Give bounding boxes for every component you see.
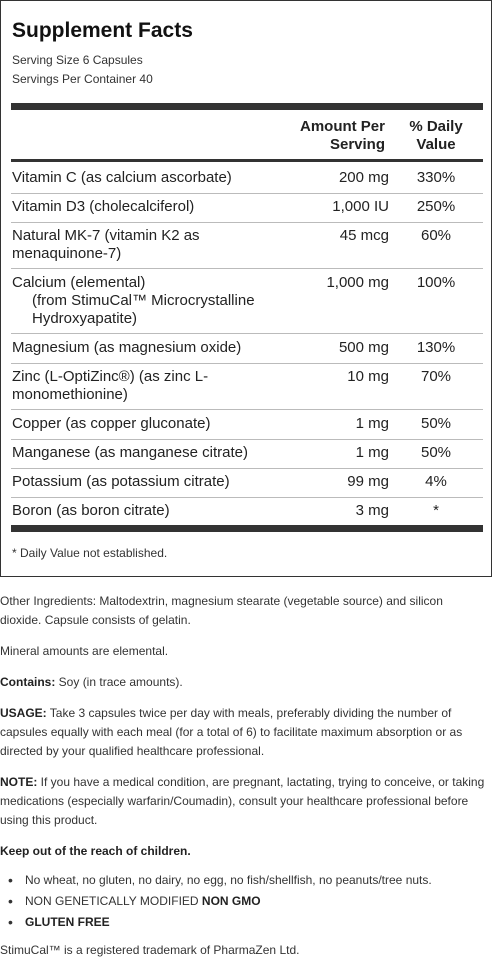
- allergen-list: [0, 870, 432, 933]
- row-divider: [11, 333, 483, 334]
- nutrient-name: Vitamin C (as calcium ascorbate): [12, 169, 232, 186]
- other-ingredients: [0, 592, 490, 630]
- nutrient-dv: 50%: [420, 415, 452, 432]
- nutrient-name-line2: menaquinone-7): [12, 245, 122, 262]
- nutrient-name: [12, 368, 297, 404]
- column-header-dv-line1: % Daily: [409, 118, 463, 135]
- facts-title: Supplement Facts: [12, 19, 193, 42]
- mineral-note: Mineral amounts are elemental.: [0, 644, 169, 658]
- nutrient-amount: 1,000 IU: [332, 198, 389, 215]
- nutrient-dv: 60%: [420, 227, 452, 244]
- nutrient-amount: 1 mg: [355, 444, 389, 461]
- row-divider: [11, 468, 483, 469]
- row-divider: [11, 497, 483, 498]
- servings-per-container: Servings Per Container 40: [12, 72, 153, 86]
- column-header-amount: [300, 118, 385, 154]
- row-divider: [11, 409, 483, 410]
- keep-out-text: Keep out of the reach of children.: [0, 844, 191, 858]
- nutrient-amount: 1,000 mg: [326, 274, 389, 291]
- nutrient-amount: 3 mg: [355, 502, 389, 519]
- nutrient-name: [12, 274, 297, 328]
- contains-text: Soy (in trace amounts).: [55, 675, 183, 689]
- nutrient-dv: 4%: [425, 473, 447, 490]
- usage-instructions: [0, 704, 490, 761]
- nutrient-amount: 200 mg: [338, 169, 389, 186]
- nutrient-name: Manganese (as manganese citrate): [12, 444, 248, 461]
- nutrient-name: [12, 227, 297, 263]
- nutrient-name-line2: monomethionine): [12, 386, 128, 403]
- nutrient-name: Copper (as copper gluconate): [12, 415, 211, 432]
- column-header-amount-line1: Amount Per: [299, 118, 385, 135]
- row-divider: [11, 193, 483, 194]
- row-divider: [11, 222, 483, 223]
- usage-line3: directed by your qualified healthcare professional.: [0, 744, 265, 758]
- keep-out-warning: [0, 842, 490, 861]
- column-header-dv-line2: Value: [416, 136, 456, 153]
- note-line1: If you have a medical condition, are pregnant, lactating, trying to conceive, or taking: [37, 775, 485, 789]
- list-item: [0, 891, 432, 912]
- nutrient-name: Boron (as boron citrate): [12, 502, 170, 519]
- nutrient-name-line1: Natural MK-7 (vitamin K2 as: [12, 227, 200, 244]
- other-ingredients-line1: Other Ingredients: Maltodextrin, magnesium stearate (vegetable source) and silicon: [0, 594, 443, 608]
- trademark-notice: StimuCal™ is a registered trademark of PharmaZen Ltd.: [0, 943, 300, 957]
- nutrient-dv: 70%: [420, 368, 452, 385]
- non-gmo-bold: NON GMO: [201, 894, 261, 908]
- nutrient-dv: *: [433, 502, 439, 519]
- note-line2: medications (especially warfarin/Coumadin), consult your healthcare professional before: [0, 794, 469, 808]
- serving-size: Serving Size 6 Capsules: [12, 53, 143, 67]
- nutrient-dv: 100%: [416, 274, 456, 291]
- nutrient-name: Magnesium (as magnesium oxide): [12, 339, 242, 356]
- note-label: NOTE:: [0, 775, 38, 789]
- other-ingredients-line2: dioxide. Capsule consists of gelatin.: [0, 613, 191, 627]
- footer-thick-rule: [11, 525, 483, 532]
- daily-value-footnote: * Daily Value not established.: [12, 546, 168, 560]
- nutrient-name-line1: Zinc (L-OptiZinc®) (as zinc L-: [12, 368, 209, 385]
- nutrient-amount: 10 mg: [347, 368, 389, 385]
- header-rule: [11, 159, 483, 162]
- nutrient-amount: 45 mcg: [339, 227, 389, 244]
- column-header-amount-line2: Serving: [329, 136, 385, 153]
- nutrient-amount: 1 mg: [355, 415, 389, 432]
- list-item: • No wheat, no gluten, no dairy, no egg, no fish/shellfish, no peanuts/tree nuts.: [0, 870, 432, 891]
- row-divider: [11, 268, 483, 269]
- warning-note: [0, 773, 490, 830]
- nutrient-name: Potassium (as potassium citrate): [12, 473, 230, 490]
- nutrient-source-line2: Hydroxyapatite): [32, 310, 138, 327]
- nutrient-dv: 250%: [416, 198, 456, 215]
- nutrient-name: Vitamin D3 (cholecalciferol): [12, 198, 195, 215]
- usage-label: USAGE:: [0, 706, 47, 720]
- contains-label: Contains:: [0, 675, 56, 689]
- nutrient-name-line1: Calcium (elemental): [12, 274, 146, 291]
- contains-statement: [0, 673, 490, 692]
- usage-line2: capsules equally with each meal (for a total of 6) to facilitate maximum absorption or as: [0, 725, 463, 739]
- nutrient-amount: 500 mg: [338, 339, 389, 356]
- row-divider: [11, 363, 483, 364]
- non-gmo-text: NON GENETICALLY MODIFIED: [25, 894, 202, 908]
- nutrient-dv: 130%: [416, 339, 456, 356]
- row-divider: [11, 439, 483, 440]
- nutrient-source-line1: (from StimuCal™ Microcrystalline: [32, 292, 255, 309]
- note-line3: using this product.: [0, 813, 98, 827]
- nutrient-dv: 330%: [416, 169, 456, 186]
- nutrient-dv: 50%: [420, 444, 452, 461]
- gluten-free-text: GLUTEN FREE: [25, 915, 110, 929]
- header-thick-rule: [11, 103, 483, 110]
- nutrient-amount: 99 mg: [347, 473, 389, 490]
- column-header-daily-value: [399, 118, 473, 154]
- list-item: [0, 912, 432, 933]
- usage-line1: Take 3 capsules twice per day with meals, preferably dividing the number of: [46, 706, 452, 720]
